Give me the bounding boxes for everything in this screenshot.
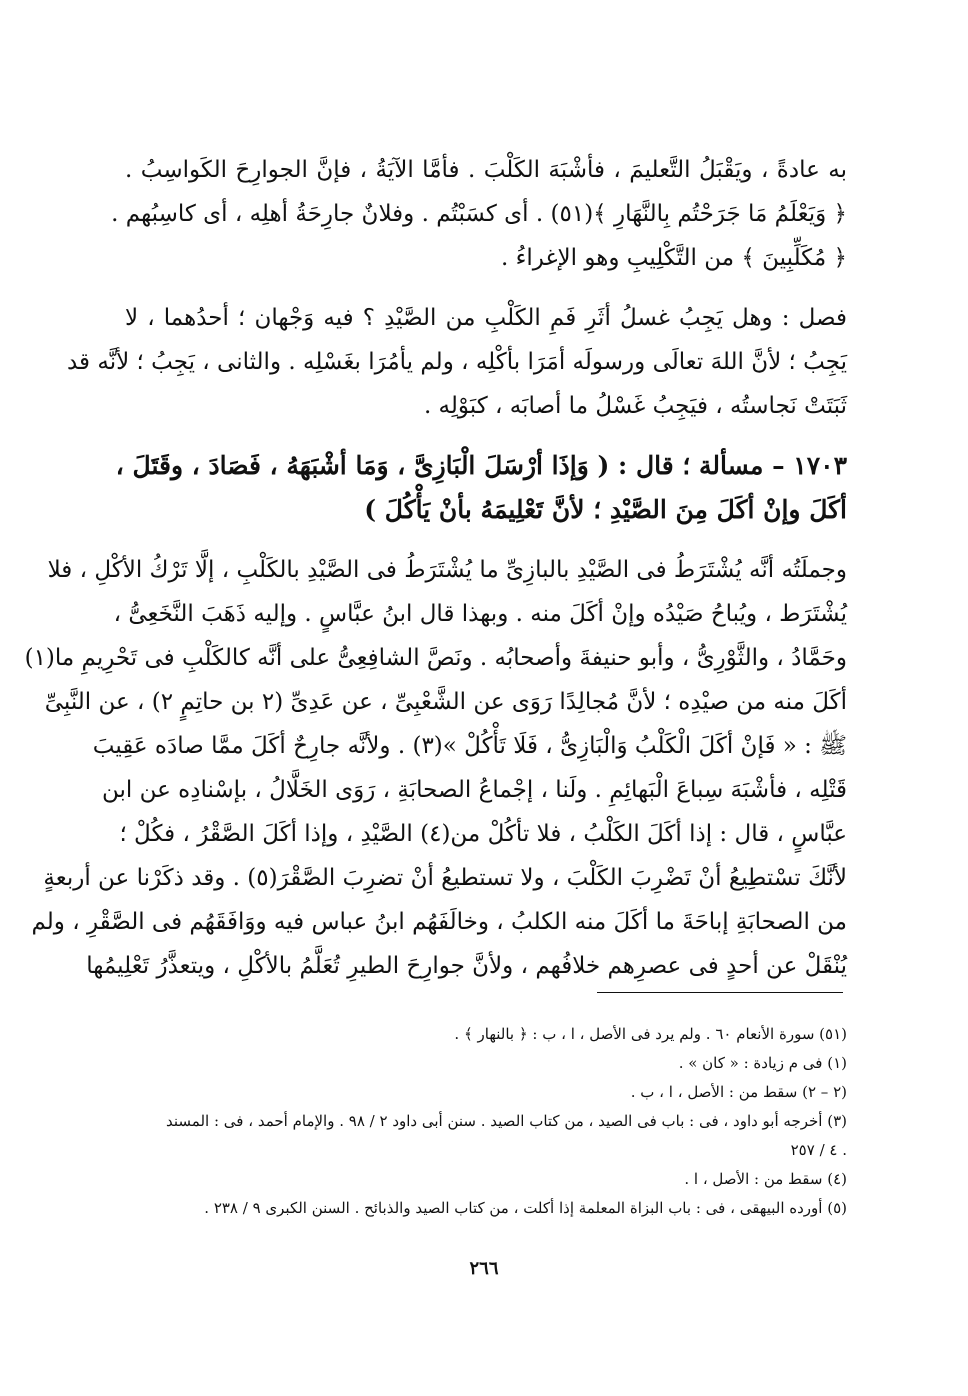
footnote: (٥) أورده البيهقى ، فى : باب البزاة المعلمة إذا أكلت ، من كتاب الصيد والذبائح . السنن الكبرى ٩ / ٢٣٨ .: [204, 1199, 847, 1217]
text-line: لأنَّكَ تسْتطِيعُ أنْ تَضْرِبَ الكَلْبَ ، ولا تستطيعُ أنْ تضرِبَ الصَّقْرَ(٥) . وقد ذكَرْنا عن أربعةٍ: [43, 865, 847, 891]
paragraph-commentary: [24, 548, 847, 988]
text-line: يُنْقَلْ عن أحدٍ فى عصرِهم خلافُهم ، ولأنَّ جوارِحَ الطيرِ تُعَلَّمُ بالأكْلِ ، ويتعذَّرُ تَعْلِيمُها: [86, 953, 847, 979]
text-line: يَجِبُ ؛ لأنَّ اللهَ تعالَى ورسولَه أمَرَا بأكْلِه ، ولم يأمُرَا بغَسْلِه . والثانى ، يَجِبُ ؛ لأنَّه قد: [66, 349, 847, 375]
text-line: عبَّاسٍ ، قال : إذا أكَلَ الكَلْبُ ، فلا تأكُلْ من(٤) الصَّيْدِ ، وإذا أكَلَ الصَّقْرُ ، فكُلْ ؛: [119, 821, 847, 847]
heading-line: أكَلَ وإنْ أكَلَ مِنَ الصَّيْدِ ؛ لأنَّ تَعْلِيمَهُ بأنْ يَأْكُلَ ): [364, 495, 847, 524]
masala-heading: [115, 444, 847, 532]
footnote-continuation: . ٤ / ٢٥٧: [790, 1141, 847, 1159]
footnote-divider: [597, 992, 843, 993]
text-line: ثَبَتَتْ نَجاستُه ، فيَجِبُ غَسْلُ ما أصابَه ، كبَوْلِه .: [423, 393, 847, 419]
text-line: أكَلَ منه من صيْدِه ؛ لأنَّ مُجالِدًا رَوَى عن الشَّعْبِىِّ ، عن عَدِىِّ (٢ بن حاتِمٍ ٢) ، عن النَّبِىِّ: [44, 689, 847, 715]
footnote: (٢ – ٢) سقط من : الأصل ، ا ، ب .: [630, 1083, 847, 1101]
text-line: قَتْلِه ، فأشْبَهَ سِباعَ الْبَهائِمِ . ولَنا ، إجْماعُ الصحابَةِ ، رَوَى الخَلَّالُ ، بإسْنادِه عن ابن: [102, 777, 847, 803]
text-line: ﴿ مُكَلِّبِينَ ﴾ من التَّكْلِيبِ وهو الإغراءُ .: [500, 245, 847, 271]
text-line: ﷺ : « فَإنْ أكَلَ الْكَلْبُ وَالْبَازِىُّ ، فَلَا تَأْكُلْ »(٣) . ولأنَّه جارِحٌ أكَلَ ممَّا صادَه عَقِيبَ: [92, 733, 847, 759]
footnotes: [125, 1020, 847, 1223]
text-line: وحَمَّادُ ، والثَّوْرِىُّ ، وأبو حنيفةَ وأصحابُه . ونَصَّ الشافِعِىُّ على أنَّه كالكَلْبِ فى تَحْرِيمِ ما(١): [24, 645, 847, 671]
paragraph-verse-explanation: [111, 148, 847, 280]
footnote: (٤) سقط من : الأصل ، ا .: [684, 1170, 847, 1188]
text-line: وجملَتُه أنَّه يُشْتَرَطُ فى الصَّيْدِ بالبازِىِّ ما يُشْتَرَطُ فى الصَّيْدِ بالكَلْبِ ، إلَّا تَرْكُ الأكْلِ ، فلا: [47, 557, 847, 583]
footnote: (١) فى م زيادة : « كان » .: [678, 1054, 847, 1072]
text-line: من الصحابَةِ إباحَةَ ما أكَلَ منه الكلبُ ، وخالَفَهُم ابنُ عباس فيه ووَافَقَهُم فى الصَّقْرِ ، ولم: [31, 909, 847, 935]
text-line: ﴿ وَيَعْلَمُ مَا جَرَحْتُم بِالنَّهَارِ ﴾(٥١) . أى كسَبْتُم . وفلانٌ جارِحَةُ أهلِه ، أى كاسِبُهم .: [111, 201, 847, 227]
heading-line: ١٧٠٣ – مسألة ؛ قال : ( وَإذَا أرْسَلَ الْبَازِىَّ ، وَمَا أشْبَهَهُ ، فَصَادَ ، وقَتَلَ ،: [115, 451, 847, 480]
paragraph-fasl: [66, 296, 847, 428]
text-line: فصل : وهل يَجِبُ غسلُ أثَرِ فَمِ الكَلْبِ من الصَّيْدِ ؟ فيه وَجْهان ؛ أحدُهما ، لا: [125, 305, 847, 331]
footnote: (٥١) سورة الأنعام ٦٠ . ولم يرد فى الأصل ، ا ، ب : ﴿ بالنهار ﴾ .: [454, 1025, 847, 1043]
footnote: (٣) أخرجه أبو داود ، فى : باب فى الصيد ، من كتاب الصيد . سنن أبى داود ٢ / ٩٨ . والإمام أحمد ، فى : المسند: [166, 1112, 847, 1130]
text-line: يُشْتَرَط ، ويُباحُ صَيْدُه وإنْ أكَلَ منه . وبهذا قال ابنُ عبَّاسٍ . وإليه ذَهَبَ النَّخَعِىُّ ،: [113, 601, 847, 627]
text-line: به عادةً ، ويَقْبَلُ التَّعليمَ ، فأشْبَهَ الكَلْبَ . فأمَّا الآيَةُ ، فإنَّ الجوارِحَ الكَواسِبُ .: [125, 157, 847, 183]
main-text: [24, 148, 847, 988]
page-number: ٢٦٦: [469, 1258, 499, 1279]
